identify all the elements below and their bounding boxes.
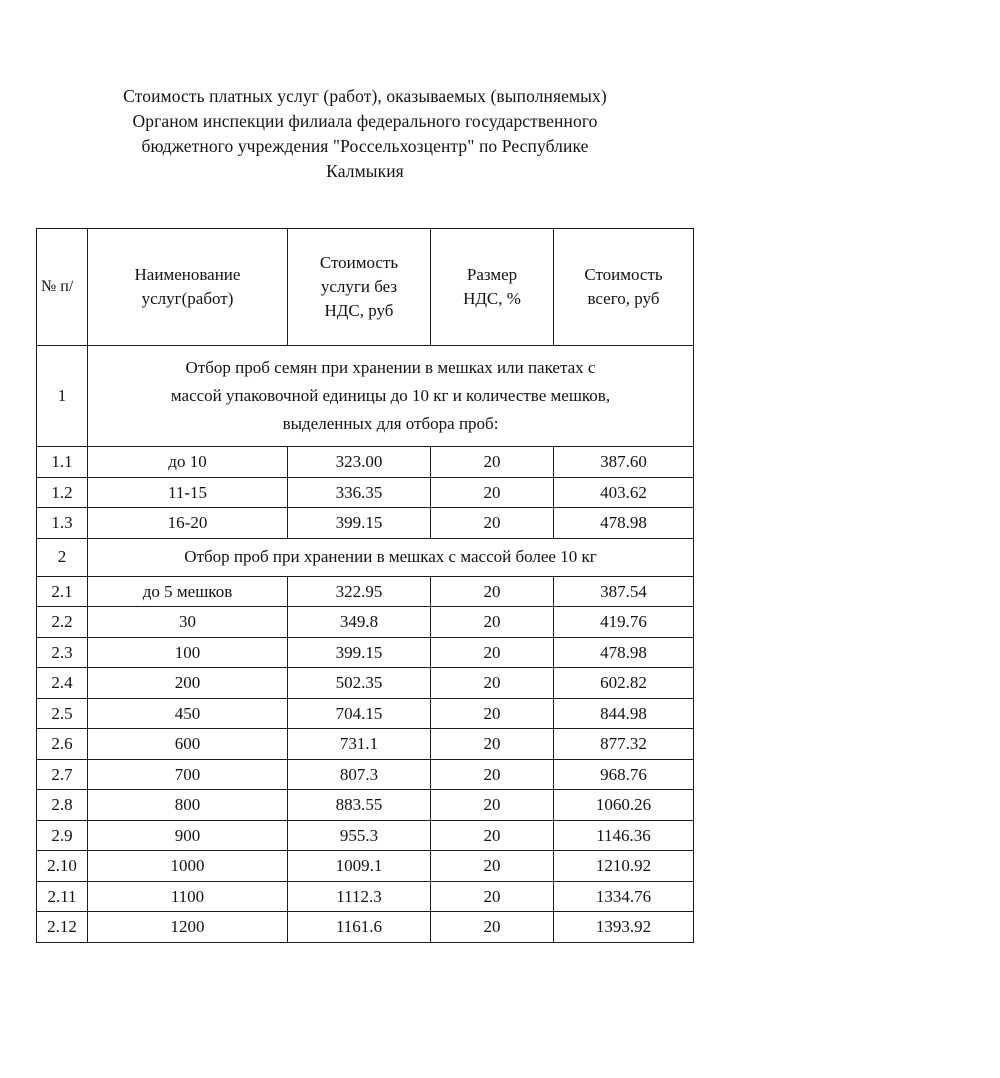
table-section-row bbox=[37, 346, 694, 447]
column-header-service-name-line-2: услуг(работ) bbox=[141, 289, 234, 308]
table-cell-price-excl-vat: 1112.3 bbox=[288, 881, 431, 912]
column-header-total-price-line-1: Стоимость bbox=[584, 265, 663, 284]
table-cell-number: 2.10 bbox=[37, 851, 88, 882]
table-cell-price-excl-vat: 399.15 bbox=[288, 508, 431, 539]
column-header-price-excl-vat-line-1: Стоимость bbox=[319, 253, 399, 272]
table-row bbox=[37, 576, 694, 607]
table-cell-number: 2.8 bbox=[37, 790, 88, 821]
table-cell-number: 1.1 bbox=[37, 447, 88, 478]
table-cell-number: 1 bbox=[37, 346, 88, 447]
table-cell-section-text bbox=[88, 346, 694, 447]
table-cell-total-price: 387.54 bbox=[554, 576, 694, 607]
table-cell-total-price: 1060.26 bbox=[554, 790, 694, 821]
table-cell-total-price: 602.82 bbox=[554, 668, 694, 699]
table-cell-vat-rate: 20 bbox=[431, 576, 554, 607]
table-cell-total-price: 844.98 bbox=[554, 698, 694, 729]
table-cell-service-name: 600 bbox=[88, 729, 288, 760]
table-row bbox=[37, 698, 694, 729]
page-title-line-4: Калмыкия bbox=[326, 161, 404, 181]
table-cell-number: 2.3 bbox=[37, 637, 88, 668]
table-cell-price-excl-vat: 1161.6 bbox=[288, 912, 431, 943]
table-cell-vat-rate: 20 bbox=[431, 607, 554, 638]
table-cell-total-price: 1334.76 bbox=[554, 881, 694, 912]
table-cell-price-excl-vat: 731.1 bbox=[288, 729, 431, 760]
table-cell-number: 2.1 bbox=[37, 576, 88, 607]
table-cell-section-text bbox=[88, 538, 694, 576]
table-cell-vat-rate: 20 bbox=[431, 477, 554, 508]
page-title bbox=[36, 84, 694, 184]
table-cell-service-name: 30 bbox=[88, 607, 288, 638]
column-header-total-price bbox=[554, 229, 694, 346]
table-cell-price-excl-vat: 323.00 bbox=[288, 447, 431, 478]
table-cell-total-price: 968.76 bbox=[554, 759, 694, 790]
table-cell-service-name: 700 bbox=[88, 759, 288, 790]
table-cell-number: 1.3 bbox=[37, 508, 88, 539]
page-title-line-2: Органом инспекции филиала федерального государственного bbox=[132, 111, 598, 131]
table-cell-service-name: 11-15 bbox=[88, 477, 288, 508]
table-cell-number: 2.5 bbox=[37, 698, 88, 729]
table-row bbox=[37, 447, 694, 478]
table-header-row bbox=[37, 229, 694, 346]
table-cell-service-name: 200 bbox=[88, 668, 288, 699]
table-cell-service-name: 1000 bbox=[88, 851, 288, 882]
table-row bbox=[37, 759, 694, 790]
table-cell-section-text-line: Отбор проб семян при хранении в мешках или пакетах с bbox=[185, 358, 596, 377]
table-cell-section-text-line: Отбор проб при хранении в мешках с массой более 10 кг bbox=[184, 547, 597, 566]
table-cell-vat-rate: 20 bbox=[431, 668, 554, 699]
table-cell-service-name: 450 bbox=[88, 698, 288, 729]
table-cell-number: 2 bbox=[37, 538, 88, 576]
table-cell-price-excl-vat: 1009.1 bbox=[288, 851, 431, 882]
table-cell-service-name: 1100 bbox=[88, 881, 288, 912]
column-header-vat-rate bbox=[431, 229, 554, 346]
table-cell-number: 2.11 bbox=[37, 881, 88, 912]
column-header-price-excl-vat-line-2: услуги без bbox=[320, 277, 398, 296]
table-cell-number: 2.7 bbox=[37, 759, 88, 790]
table-section-row bbox=[37, 538, 694, 576]
table-cell-vat-rate: 20 bbox=[431, 881, 554, 912]
table-row bbox=[37, 881, 694, 912]
table-cell-number: 2.4 bbox=[37, 668, 88, 699]
column-header-service-name-line-1: Наименование bbox=[134, 265, 241, 284]
table-cell-vat-rate: 20 bbox=[431, 759, 554, 790]
table-cell-total-price: 387.60 bbox=[554, 447, 694, 478]
table-cell-number: 2.12 bbox=[37, 912, 88, 943]
table-row bbox=[37, 637, 694, 668]
table-row bbox=[37, 912, 694, 943]
table-cell-section-text-line: массой упаковочной единицы до 10 кг и количестве мешков, bbox=[170, 386, 611, 405]
table-cell-total-price: 403.62 bbox=[554, 477, 694, 508]
table-cell-number: 2.6 bbox=[37, 729, 88, 760]
table-cell-service-name: 1200 bbox=[88, 912, 288, 943]
table-body bbox=[37, 346, 694, 943]
table-cell-vat-rate: 20 bbox=[431, 820, 554, 851]
column-header-vat-rate-line-2: НДС, % bbox=[463, 289, 521, 308]
table-row bbox=[37, 851, 694, 882]
table-cell-section-text-line: выделенных для отбора проб: bbox=[282, 414, 499, 433]
table-cell-price-excl-vat: 502.35 bbox=[288, 668, 431, 699]
table-cell-vat-rate: 20 bbox=[431, 790, 554, 821]
table-cell-number: 2.2 bbox=[37, 607, 88, 638]
table-row bbox=[37, 508, 694, 539]
table-row bbox=[37, 607, 694, 638]
table-cell-price-excl-vat: 336.35 bbox=[288, 477, 431, 508]
page-title-line-1: Стоимость платных услуг (работ), оказываемых (выполняемых) bbox=[123, 86, 607, 106]
column-header-number: № п/ bbox=[37, 229, 88, 346]
table-cell-price-excl-vat: 322.95 bbox=[288, 576, 431, 607]
column-header-price-excl-vat bbox=[288, 229, 431, 346]
price-table bbox=[36, 228, 694, 943]
table-cell-number: 1.2 bbox=[37, 477, 88, 508]
table-row bbox=[37, 820, 694, 851]
column-header-price-excl-vat-line-3: НДС, руб bbox=[324, 301, 394, 320]
table-cell-vat-rate: 20 bbox=[431, 912, 554, 943]
table-row bbox=[37, 477, 694, 508]
table-cell-vat-rate: 20 bbox=[431, 447, 554, 478]
table-cell-service-name: 900 bbox=[88, 820, 288, 851]
table-header bbox=[37, 229, 694, 346]
table-row bbox=[37, 668, 694, 699]
table-cell-price-excl-vat: 807.3 bbox=[288, 759, 431, 790]
table-cell-total-price: 1146.36 bbox=[554, 820, 694, 851]
table-cell-price-excl-vat: 399.15 bbox=[288, 637, 431, 668]
table-cell-service-name: 100 bbox=[88, 637, 288, 668]
table-cell-total-price: 478.98 bbox=[554, 637, 694, 668]
table-cell-vat-rate: 20 bbox=[431, 851, 554, 882]
table-row bbox=[37, 729, 694, 760]
page-title-line-3: бюджетного учреждения "Россельхозцентр" по Республике bbox=[141, 136, 589, 156]
table-row bbox=[37, 790, 694, 821]
table-cell-total-price: 478.98 bbox=[554, 508, 694, 539]
table-cell-service-name: до 10 bbox=[88, 447, 288, 478]
table-cell-price-excl-vat: 955.3 bbox=[288, 820, 431, 851]
table-cell-price-excl-vat: 883.55 bbox=[288, 790, 431, 821]
table-cell-price-excl-vat: 349.8 bbox=[288, 607, 431, 638]
table-cell-service-name: 16-20 bbox=[88, 508, 288, 539]
table-cell-total-price: 877.32 bbox=[554, 729, 694, 760]
column-header-vat-rate-line-1: Размер bbox=[466, 265, 518, 284]
column-header-service-name bbox=[88, 229, 288, 346]
table-cell-vat-rate: 20 bbox=[431, 698, 554, 729]
table-cell-vat-rate: 20 bbox=[431, 508, 554, 539]
column-header-total-price-line-2: всего, руб bbox=[587, 289, 660, 308]
table-cell-total-price: 1393.92 bbox=[554, 912, 694, 943]
table-cell-total-price: 419.76 bbox=[554, 607, 694, 638]
table-cell-total-price: 1210.92 bbox=[554, 851, 694, 882]
table-cell-vat-rate: 20 bbox=[431, 729, 554, 760]
table-cell-service-name: до 5 мешков bbox=[88, 576, 288, 607]
table-cell-vat-rate: 20 bbox=[431, 637, 554, 668]
table-cell-price-excl-vat: 704.15 bbox=[288, 698, 431, 729]
table-cell-service-name: 800 bbox=[88, 790, 288, 821]
table-cell-number: 2.9 bbox=[37, 820, 88, 851]
